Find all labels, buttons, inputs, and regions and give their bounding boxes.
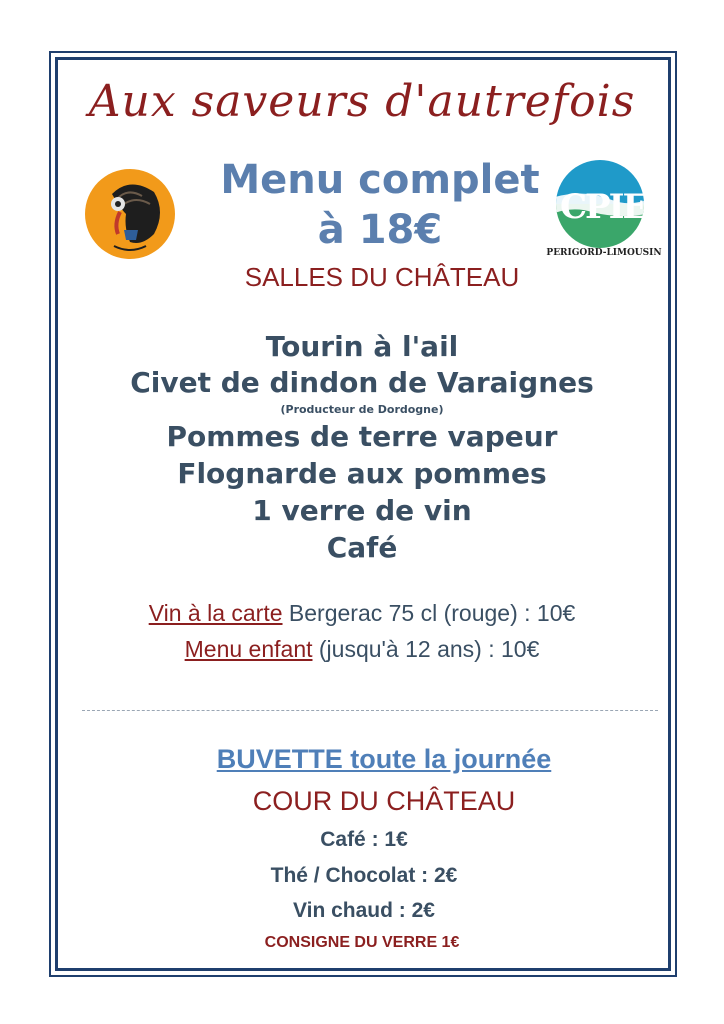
buvette-location: COUR DU CHÂTEAU <box>252 786 516 816</box>
buvette-item: Vin chaud : 2€ <box>293 899 435 922</box>
kids-price: (jusqu'à 12 ans) : 10€ <box>312 636 540 662</box>
buvette-item: Thé / Chocolat : 2€ <box>270 864 458 887</box>
cup-deposit-note: CONSIGNE DU VERRE 1€ <box>264 934 460 951</box>
buvette-title: BUVETTE toute la journée <box>216 744 552 774</box>
menu-heading: Menu complet <box>220 157 540 203</box>
page-title: Aux saveurs d'autrefois <box>88 76 636 127</box>
menu-location: SALLES DU CHÂTEAU <box>244 262 520 292</box>
dish-note: (Producteur de Dordogne) <box>280 403 444 416</box>
section-divider <box>82 710 658 711</box>
logo-caption: PERIGORD-LIMOUSIN <box>546 248 662 258</box>
dish-item: Flognarde aux pommes <box>177 457 547 490</box>
wine-label: Vin à la carte <box>148 600 283 626</box>
perigord-limousin-logo-icon <box>552 158 656 258</box>
dish-item: Café <box>326 531 398 564</box>
buvette-item: Café : 1€ <box>320 828 408 851</box>
kids-label: Menu enfant <box>184 636 313 662</box>
wine-line <box>0 600 724 627</box>
dish-item: Pommes de terre vapeur <box>166 420 558 453</box>
kids-line <box>0 636 724 663</box>
menu-price: à 18€ <box>317 207 443 253</box>
dish-item: Civet de dindon de Varaignes <box>130 366 594 399</box>
wine-price: Bergerac 75 cl (rouge) : 10€ <box>282 600 576 626</box>
turkey-logo-icon <box>84 168 176 260</box>
dish-item: 1 verre de vin <box>252 494 472 527</box>
svg-text:CPIE: CPIE <box>560 187 647 227</box>
dish-item: Tourin à l'ail <box>265 330 459 363</box>
